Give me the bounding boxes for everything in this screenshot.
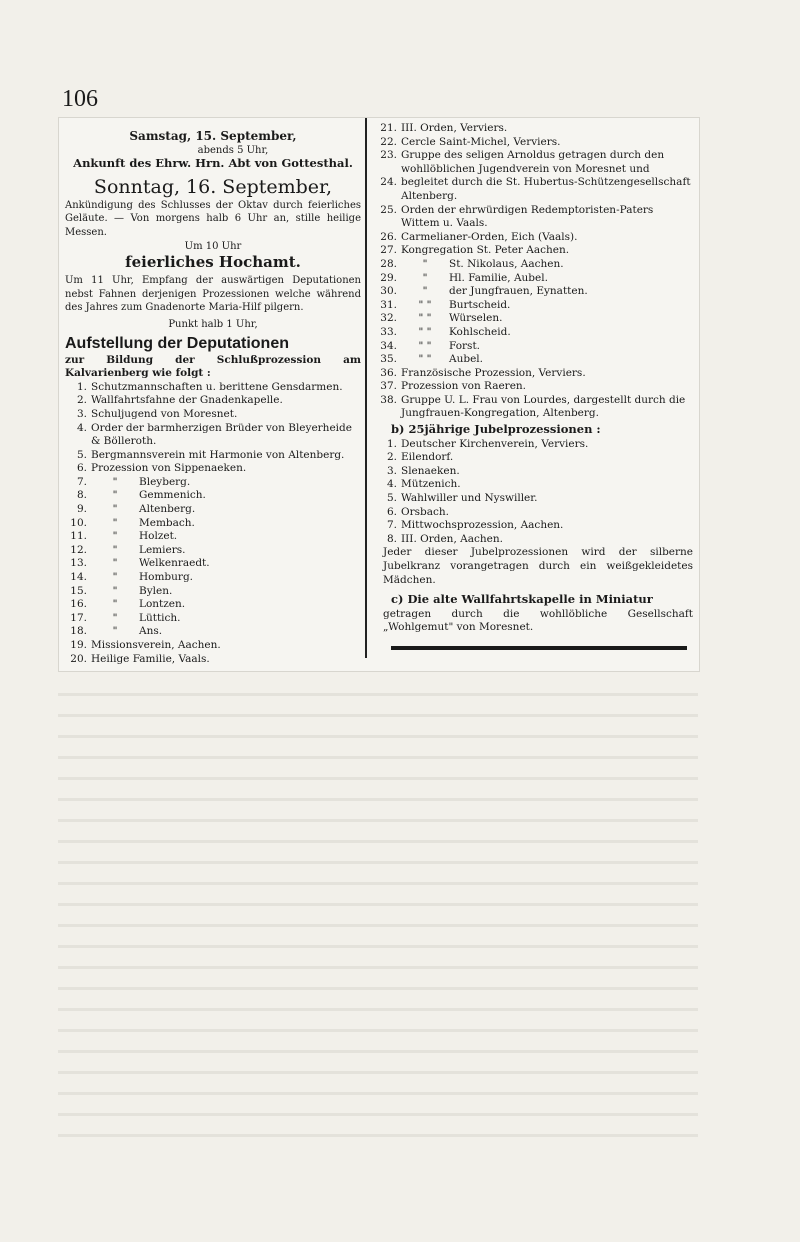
jeder-paragraph: Jeder dieser Jubelprozessionen wird der silberne Jubelkranz vorangetragen durch ein weißgekleidetes Mädchen.: [383, 546, 693, 586]
list-item-text: Ans.: [139, 625, 163, 638]
list-item: [65, 530, 361, 544]
list-item: [375, 394, 693, 421]
list-item: [375, 285, 693, 299]
list-item-text: Aubel.: [449, 353, 483, 366]
list-item: [65, 544, 361, 558]
samstag-heading: Samstag, 15. September,: [129, 129, 297, 143]
list-item-number: 17.: [70, 611, 87, 624]
um11-paragraph: Um 11 Uhr, Empfang der auswärtigen Deputationen nebst Fahnen derjenigen Prozessionen welche während des Jahres zum Gnadenorte Maria-Hilf pilgern.: [65, 275, 361, 314]
punkt-time: Punkt halb 1 Uhr,: [168, 318, 258, 330]
list-item-number: 7.: [76, 475, 87, 488]
jubel-list: [375, 438, 693, 547]
list-item-number: 3.: [386, 464, 397, 477]
background-page-bleed: [58, 675, 698, 1155]
list-item-text: Bleyberg.: [139, 475, 191, 488]
list-item-number: 2.: [76, 394, 87, 407]
list-item: [65, 639, 361, 653]
list-item: [375, 492, 693, 506]
ditto-mark: " ": [418, 325, 432, 338]
list-item-text: Mittwochsprozession, Aachen.: [401, 519, 564, 532]
list-item-text: Homburg.: [139, 571, 193, 584]
list-item-text: Lontzen.: [139, 598, 186, 611]
list-item-number: 23.: [380, 149, 397, 162]
list-item-text: Bergmannsverein mit Harmonie von Altenberg.: [91, 448, 345, 461]
list-item-text: Gemmenich.: [139, 489, 206, 502]
list-item: [65, 381, 361, 395]
list-item: [375, 258, 693, 272]
list-item: [65, 585, 361, 599]
list-item-text: Welkenraedt.: [139, 557, 210, 570]
list-item-number: 2.: [386, 451, 397, 464]
list-item-number: 24.: [380, 176, 397, 189]
list-item-text: Bylen.: [139, 584, 173, 597]
bottom-rule: [391, 646, 687, 650]
list-item: [65, 394, 361, 408]
um10-time: Um 10 Uhr: [184, 240, 242, 252]
list-item-text: der Jungfrauen, Eynatten.: [449, 285, 588, 298]
list-item-text: Mützenich.: [401, 478, 461, 491]
list-item-text: Missionsverein, Aachen.: [91, 639, 221, 651]
list-item-number: 25.: [380, 203, 397, 216]
list-item-number: 21.: [380, 122, 397, 134]
list-item-number: 22.: [380, 135, 397, 148]
list-item-text: Carmelianer-Orden, Eich (Vaals).: [401, 230, 578, 243]
list-item-text: Forst.: [449, 339, 480, 352]
list-item-number: 18.: [70, 625, 87, 638]
list-item-text: Prozession von Raeren.: [401, 380, 527, 393]
list-item-number: 26.: [380, 230, 397, 243]
document-insert: [58, 117, 700, 672]
list-item-text: Orsbach.: [401, 505, 449, 518]
ankuendigung-paragraph: Ankündigung des Schlusses der Oktav durch feierliches Geläute. — Von morgens halb 6 Uhr an, stille heilige Messen.: [65, 199, 361, 238]
list-item-text: Gruppe des seligen Arnoldus getragen durch den wohllöblichen Jugendverein von Moresnet und: [401, 149, 665, 175]
list-item-text: Wallfahrtsfahne der Gnadenkapelle.: [91, 394, 283, 407]
list-item-number: 4.: [386, 478, 397, 491]
list-item: [65, 517, 361, 531]
list-item-text: III. Orden, Aachen.: [401, 532, 503, 545]
ditto-mark: ": [112, 530, 118, 543]
list-item: [375, 244, 693, 258]
list-item-text: III. Orden, Verviers.: [401, 122, 508, 134]
ditto-mark: ": [112, 475, 118, 488]
list-item-number: 12.: [70, 543, 87, 556]
list-item: [65, 625, 361, 639]
list-item-number: 8.: [76, 489, 87, 502]
list-item: [375, 136, 693, 150]
page-number: 106: [62, 86, 98, 112]
list-item-number: 34.: [380, 339, 397, 352]
list-item: [65, 476, 361, 490]
ditto-mark: " ": [418, 298, 432, 311]
list-item-text: Deutscher Kirchenverein, Verviers.: [401, 437, 589, 450]
ditto-mark: ": [422, 257, 428, 270]
list-item-number: 31.: [380, 298, 397, 311]
list-item: [375, 272, 693, 286]
ditto-mark: ": [422, 271, 428, 284]
list-item: [65, 422, 361, 449]
ditto-mark: ": [112, 625, 118, 638]
ditto-mark: " ": [418, 353, 432, 366]
list-item-number: 1.: [76, 380, 87, 393]
left-column: [65, 122, 361, 666]
list-item-number: 5.: [76, 448, 87, 461]
list-item-number: 4.: [76, 421, 87, 434]
list-item-number: 38.: [380, 393, 397, 406]
list-item-text: Kongregation St. Peter Aachen.: [401, 244, 570, 257]
list-item-text: Eilendorf.: [401, 451, 454, 464]
ditto-mark: ": [112, 557, 118, 570]
ditto-mark: ": [112, 598, 118, 611]
list-item-text: Cercle Saint-Michel, Verviers.: [401, 135, 561, 148]
list-item-text: Order der barmherzigen Brüder von Bleyerheide & Bölleroth.: [91, 421, 352, 448]
list-item-number: 35.: [380, 353, 397, 366]
zur-bildung-line: zur Bildung der Schlußprozession am Kalvarienberg wie folgt :: [65, 353, 361, 380]
list-item-text: Membach.: [139, 516, 195, 529]
ditto-mark: ": [112, 503, 118, 516]
list-item-number: 37.: [380, 380, 397, 393]
list-item: [65, 489, 361, 503]
right-column: [375, 122, 693, 635]
list-item-text: Lüttich.: [139, 611, 181, 624]
list-item-number: 13.: [70, 557, 87, 570]
list-item: [65, 557, 361, 571]
aufstellung-heading: Aufstellung der Deputationen: [65, 334, 289, 352]
list-item: [375, 533, 693, 547]
list-item-text: Prozession von Sippenaeken.: [91, 462, 247, 475]
deputation-list-left: [65, 381, 361, 666]
list-item-number: 19.: [70, 639, 87, 651]
list-item: [375, 312, 693, 326]
list-item-number: 14.: [70, 571, 87, 584]
list-item-number: 8.: [386, 532, 397, 545]
kapelle-heading: c) Die alte Wallfahrtskapelle in Miniatur: [391, 592, 653, 607]
list-item: [375, 176, 693, 203]
list-item: [375, 340, 693, 354]
ditto-mark: ": [112, 611, 118, 624]
list-item: [65, 449, 361, 463]
abends-time: abends 5 Uhr,: [197, 144, 269, 156]
list-item-text: Würselen.: [449, 312, 503, 325]
list-item: [65, 598, 361, 612]
ditto-mark: ": [112, 489, 118, 502]
list-item-number: 28.: [380, 257, 397, 270]
list-item: [375, 506, 693, 520]
list-item-number: 1.: [386, 437, 397, 450]
list-item-number: 6.: [76, 462, 87, 475]
list-item-text: Gruppe U. L. Frau von Lourdes, dargestellt durch die Jungfrauen-Kongregation, Altenberg.: [401, 393, 686, 420]
ditto-mark: ": [112, 584, 118, 597]
list-item: [375, 438, 693, 452]
list-item-text: begleitet durch die St. Hubertus-Schützengesellschaft Altenberg.: [401, 176, 691, 202]
list-item-text: Wahlwiller und Nyswiller.: [401, 492, 538, 505]
list-item-number: 20.: [70, 652, 87, 665]
list-item-text: Heilige Familie, Vaals.: [91, 652, 210, 665]
list-item-number: 5.: [386, 492, 397, 505]
jubel-heading: b) 25jährige Jubelprozessionen :: [391, 422, 601, 437]
list-item-text: Kohlscheid.: [449, 325, 511, 338]
list-item-number: 9.: [76, 503, 87, 516]
list-item-number: 3.: [76, 407, 87, 420]
list-item: [65, 653, 361, 667]
list-item-number: 30.: [380, 285, 397, 298]
list-item-number: 6.: [386, 505, 397, 518]
ditto-mark: ": [112, 571, 118, 584]
ditto-mark: " ": [418, 339, 432, 352]
list-item: [375, 122, 693, 136]
list-item: [375, 465, 693, 479]
list-item-number: 36.: [380, 366, 397, 379]
list-item-number: 32.: [380, 312, 397, 325]
list-item: [65, 503, 361, 517]
list-item-text: Orden der ehrwürdigen Redemptoristen-Paters Wittem u. Vaals.: [401, 203, 654, 230]
list-item: [375, 326, 693, 340]
ditto-mark: ": [112, 516, 118, 529]
list-item: [65, 571, 361, 585]
list-item: [375, 204, 693, 231]
list-item: [65, 408, 361, 422]
ditto-mark: ": [422, 285, 428, 298]
list-item-text: Slenaeken.: [401, 464, 460, 477]
list-item: [375, 451, 693, 465]
hochamt-heading: feierliches Hochamt.: [125, 253, 301, 272]
list-item-text: Hl. Familie, Aubel.: [449, 271, 548, 284]
list-item-number: 29.: [380, 271, 397, 284]
list-item: [375, 478, 693, 492]
list-item-number: 15.: [70, 584, 87, 597]
list-item-number: 10.: [70, 516, 87, 529]
list-item: [65, 462, 361, 476]
list-item-text: Holzet.: [139, 530, 178, 543]
list-item-number: 7.: [386, 519, 397, 532]
list-item-text: Lemiers.: [139, 543, 186, 556]
list-item-text: Altenberg.: [139, 503, 196, 516]
list-item-text: St. Nikolaus, Aachen.: [449, 257, 564, 270]
list-item-number: 16.: [70, 598, 87, 611]
list-item-number: 33.: [380, 325, 397, 338]
list-item-text: Französische Prozession, Verviers.: [401, 366, 586, 379]
list-item: [375, 231, 693, 245]
list-item-text: Schutzmannschaften u. berittene Gensdarmen.: [91, 380, 343, 393]
list-item: [375, 367, 693, 381]
list-item-text: Burtscheid.: [449, 298, 511, 311]
list-item: [375, 299, 693, 313]
list-item-text: Schuljugend von Moresnet.: [91, 407, 238, 420]
getragen-paragraph: getragen durch die wohllöbliche Gesellschaft „Wohlgemut" von Moresnet.: [383, 607, 693, 634]
list-item: [375, 149, 693, 176]
list-item-number: 11.: [70, 530, 87, 543]
list-item-number: 27.: [380, 244, 397, 257]
ankunft-line: Ankunft des Ehrw. Hrn. Abt von Gottesthal.: [73, 156, 353, 171]
list-item: [375, 380, 693, 394]
list-item: [65, 612, 361, 626]
sonntag-heading: Sonntag, 16. September,: [93, 175, 333, 198]
deputation-list-right: [375, 122, 693, 421]
list-item: [375, 353, 693, 367]
list-item: [375, 519, 693, 533]
ditto-mark: " ": [418, 312, 432, 325]
column-divider: [365, 118, 367, 658]
ditto-mark: ": [112, 543, 118, 556]
